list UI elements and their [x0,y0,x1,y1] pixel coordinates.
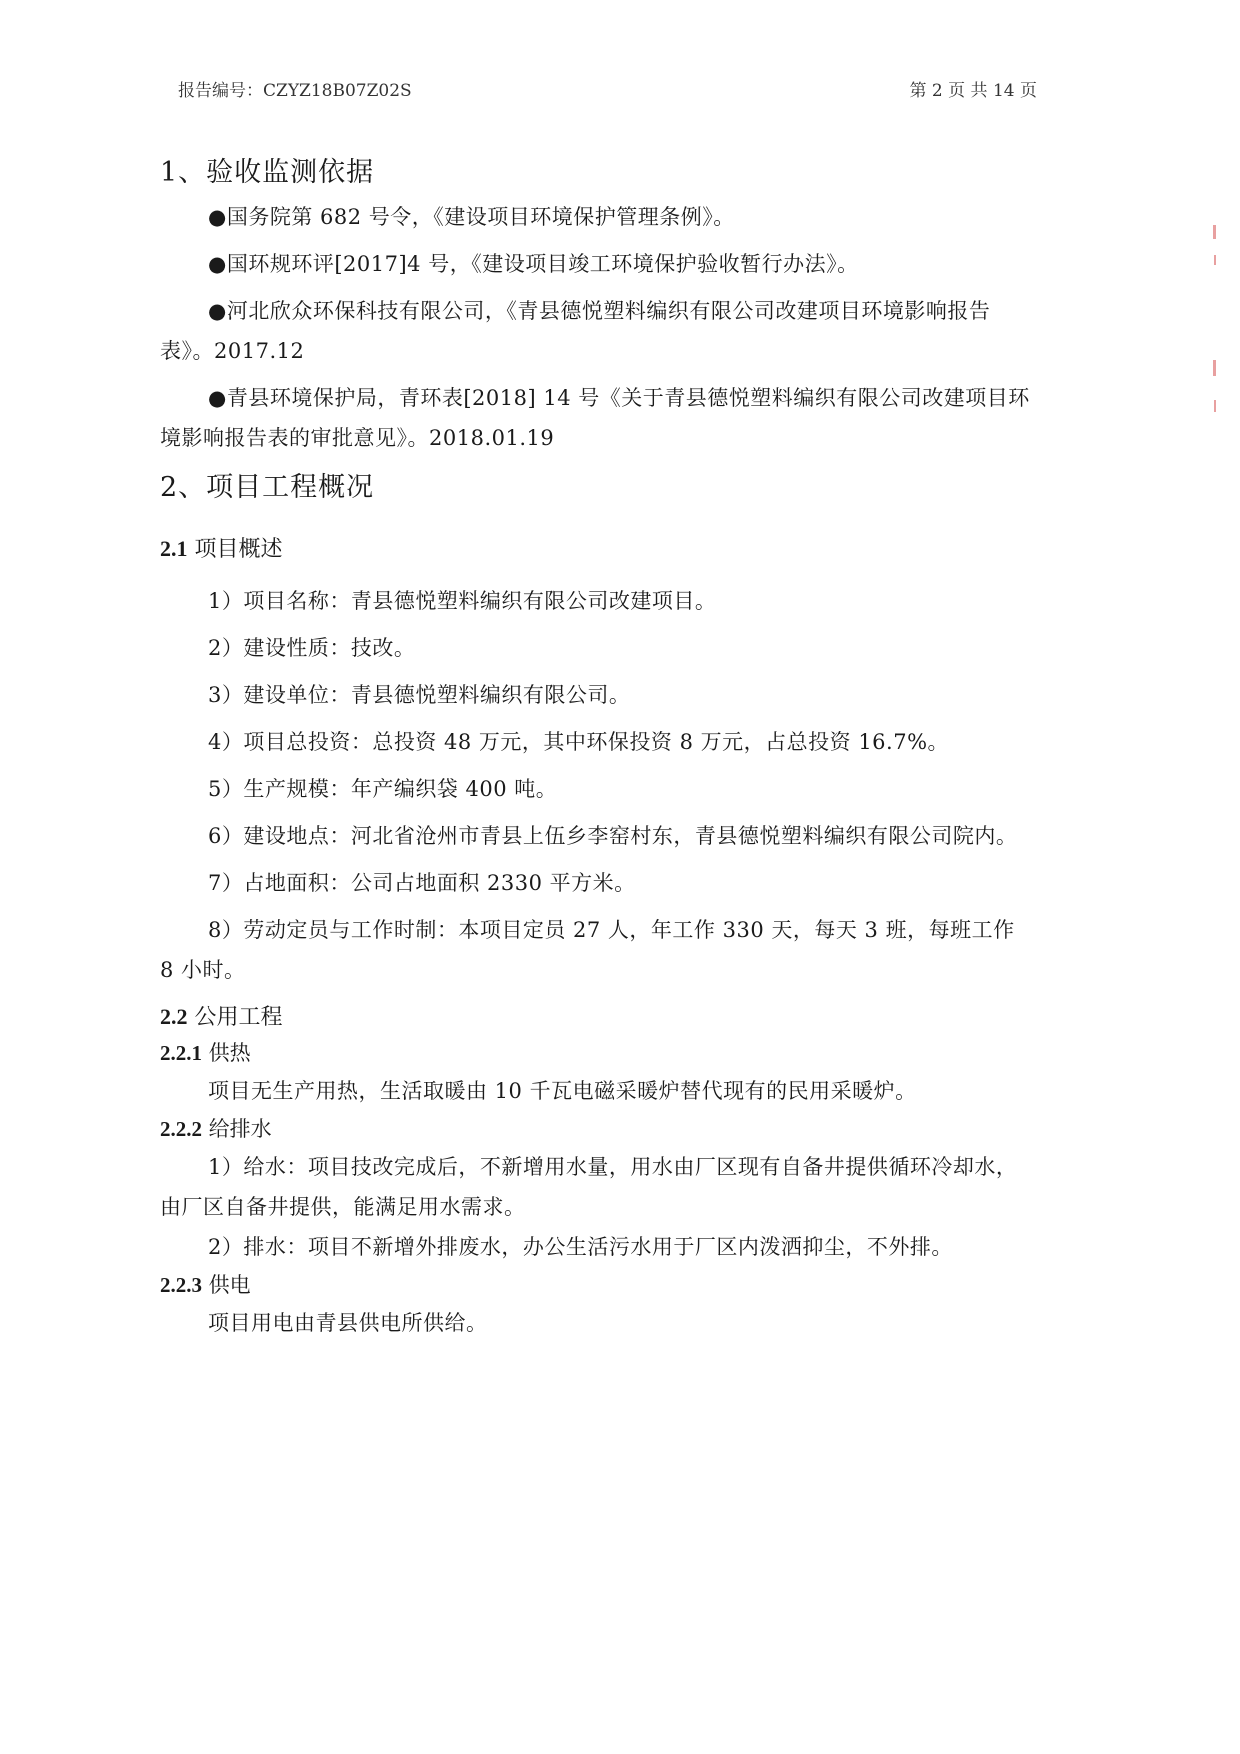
report-number: 报告编号：CZYZ18B07Z02S [178,81,412,101]
section-number: 2.2.1 [160,1041,202,1065]
list-item: 4）项目总投资：总投资 48 万元，其中环保投资 8 万元，占总投资 16.7%。 [208,730,950,754]
section-number: 2.2 [160,1004,188,1029]
page-content [160,150,1030,1343]
drainage-text: 2）排水：项目不新增外排废水，办公生活污水用于厂区内泼洒抑尘，不外排。 [208,1235,953,1259]
page-number: 第 2 页 共 14 页 [909,81,1037,101]
heating-text: 项目无生产用热，生活取暖由 10 千瓦电磁采暖炉替代现有的民用采暖炉。 [208,1079,917,1103]
list-item: 5）生产规模：年产编织袋 400 吨。 [208,777,558,801]
list-item: 7）占地面积：公司占地面积 2330 平方米。 [208,871,636,895]
section-2-2-3-heading [160,1267,1030,1303]
power-supply-text: 项目用电由青县供电所供给。 [208,1311,488,1335]
section-2-title: 2、项目工程概况 [160,472,375,503]
page-header [178,76,1037,101]
section-number: 2.1 [160,536,188,561]
section-1-title: 1、验收监测依据 [160,157,375,188]
basis-item: ●国环规环评[2017]4 号，《建设项目竣工环境保护验收暂行办法》。 [208,252,859,276]
section-title: 公用工程 [187,1005,283,1030]
section-title: 项目概述 [187,537,283,562]
section-title: 给排水 [202,1117,272,1141]
list-item: 8）劳动定员与工作时制：本项目定员 27 人，年工作 330 天，每天 3 班，每班工作 8 小时。 [160,918,1015,982]
section-2-2-1-heading [160,1035,1030,1071]
section-1-list [160,197,1030,458]
section-2-2-2-heading [160,1111,1030,1147]
scan-artifact [1214,255,1216,265]
list-item: 6）建设地点：河北省沧州市青县上伍乡李窑村东，青县德悦塑料编织有限公司院内。 [208,824,1018,848]
list-item: 1）项目名称：青县德悦塑料编织有限公司改建项目。 [208,589,717,613]
section-2-2-heading [160,1000,1030,1035]
overview-list [160,581,1030,990]
section-number: 2.2.2 [160,1117,202,1141]
water-supply-text: 1）给水：项目技改完成后，不新增用水量，用水由厂区现有自备井提供循环冷却水，由厂区自备井提供，能满足用水需求。 [160,1155,1018,1219]
basis-item: ●青县环境保护局，青环表[2018] 14 号《关于青县德悦塑料编织有限公司改建项目环境影响报告表的审批意见》。2018.01.19 [160,386,1030,450]
list-item: 2）建设性质：技改。 [208,636,416,660]
section-title: 供电 [202,1273,251,1297]
scan-artifact [1213,360,1216,376]
scan-artifact [1213,225,1216,239]
basis-item: ●国务院第 682 号令，《建设项目环境保护管理条例》。 [208,205,735,229]
section-title: 供热 [202,1041,251,1065]
scan-artifact [1214,400,1216,412]
section-number: 2.2.3 [160,1273,202,1297]
list-item: 3）建设单位：青县德悦塑料编织有限公司。 [208,683,631,707]
basis-item: ●河北欣众环保科技有限公司，《青县德悦塑料编织有限公司改建项目环境影响报告表》。2017.12 [160,299,991,363]
section-2-1-heading [160,532,1030,567]
